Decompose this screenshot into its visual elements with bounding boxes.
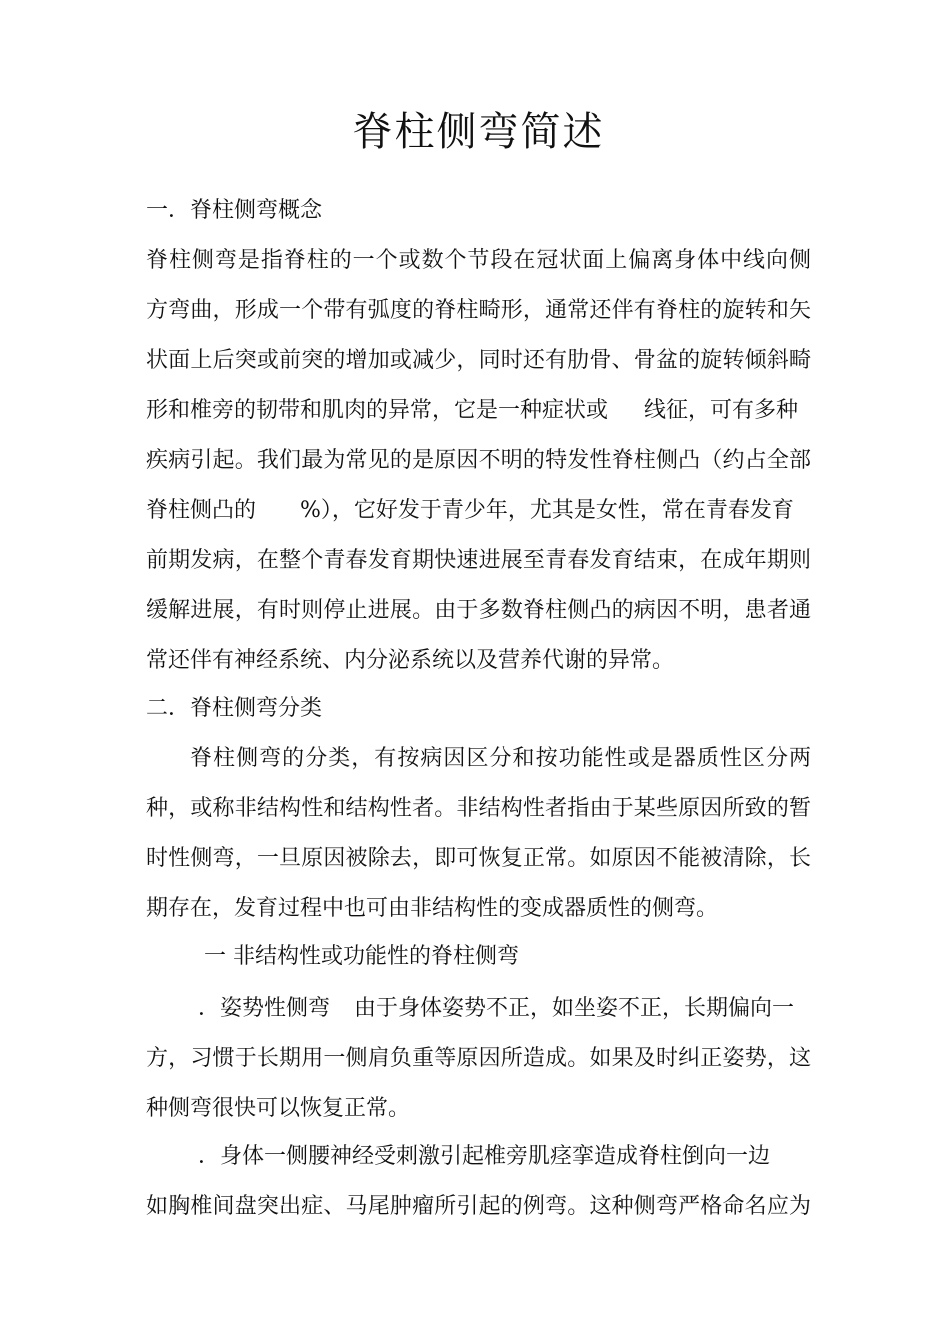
subsection-heading: 一 非结构性或功能性的脊柱侧弯 (204, 944, 519, 969)
paragraph-line: 期存在，发育过程中也可由非结构性的变成器质性的侧弯。 (146, 896, 719, 921)
paragraph-line: 脊柱侧弯的分类，有按病因区分和按功能性或是器质性区分两 (190, 746, 811, 771)
paragraph-text: 脊柱侧凸的 (146, 498, 257, 523)
paragraph-text: %），它好发于青少年，尤其是女性，常在青春发育 (300, 498, 794, 523)
paragraph-line: 种侧弯很快可以恢复正常。 (146, 1096, 411, 1121)
paragraph-line: 种，或称非结构性和结构性者。非结构性者指由于某些原因所致的暂 (146, 796, 811, 821)
paragraph-line: 前期发病，在整个青春发育期快速进展至青春发育结束，在成年期则 (146, 548, 811, 573)
paragraph-line: 常还伴有神经系统、内分泌系统以及营养代谢的异常。 (146, 648, 675, 673)
paragraph-line: 缓解进展，有时则停止进展。由于多数脊柱侧凸的病因不明，患者通 (146, 598, 811, 623)
paragraph-line (146, 396, 811, 426)
paragraph-line: 时性侧弯，一旦原因被除去，即可恢复正常。如原因不能被清除，长 (146, 846, 811, 871)
list-item-label: ．姿势性侧弯 (198, 996, 331, 1021)
paragraph-line: 疾病引起。我们最为常见的是原因不明的特发性脊柱侧凸（约占全部 (146, 448, 811, 473)
section-heading-concept: 一．脊柱侧弯概念 (146, 198, 323, 223)
paragraph-text: 线征，可有多种 (644, 398, 799, 423)
paragraph-line: 方弯曲，形成一个带有弧度的脊柱畸形，通常还伴有脊柱的旋转和矢 (146, 298, 811, 323)
list-item-nerve: ．身体一侧腰神经受刺激引起椎旁肌痉挛造成脊柱倒向一边 (198, 1144, 771, 1169)
section-heading-classification: 二．脊柱侧弯分类 (146, 696, 323, 721)
list-item-text: 由于身体姿势不正，如坐姿不正，长期偏向一 (354, 996, 795, 1021)
paragraph-text: 形和椎旁的韧带和肌肉的异常，它是一种症状或 (146, 398, 609, 423)
document-title: 脊柱侧弯简述 (352, 109, 605, 155)
paragraph-line: 状面上后突或前突的增加或减少，同时还有肋骨、骨盆的旋转倾斜畸 (146, 348, 811, 373)
paragraph-line (146, 496, 811, 526)
paragraph-line: 如胸椎间盘突出症、马尾肿瘤所引起的例弯。这种侧弯严格命名应为 (146, 1194, 811, 1219)
paragraph-line: 脊柱侧弯是指脊柱的一个或数个节段在冠状面上偏离身体中线向侧 (146, 248, 811, 273)
paragraph-line: 方，习惯于长期用一侧肩负重等原因所造成。如果及时纠正姿势，这 (146, 1046, 811, 1071)
list-item-posture (198, 994, 811, 1024)
